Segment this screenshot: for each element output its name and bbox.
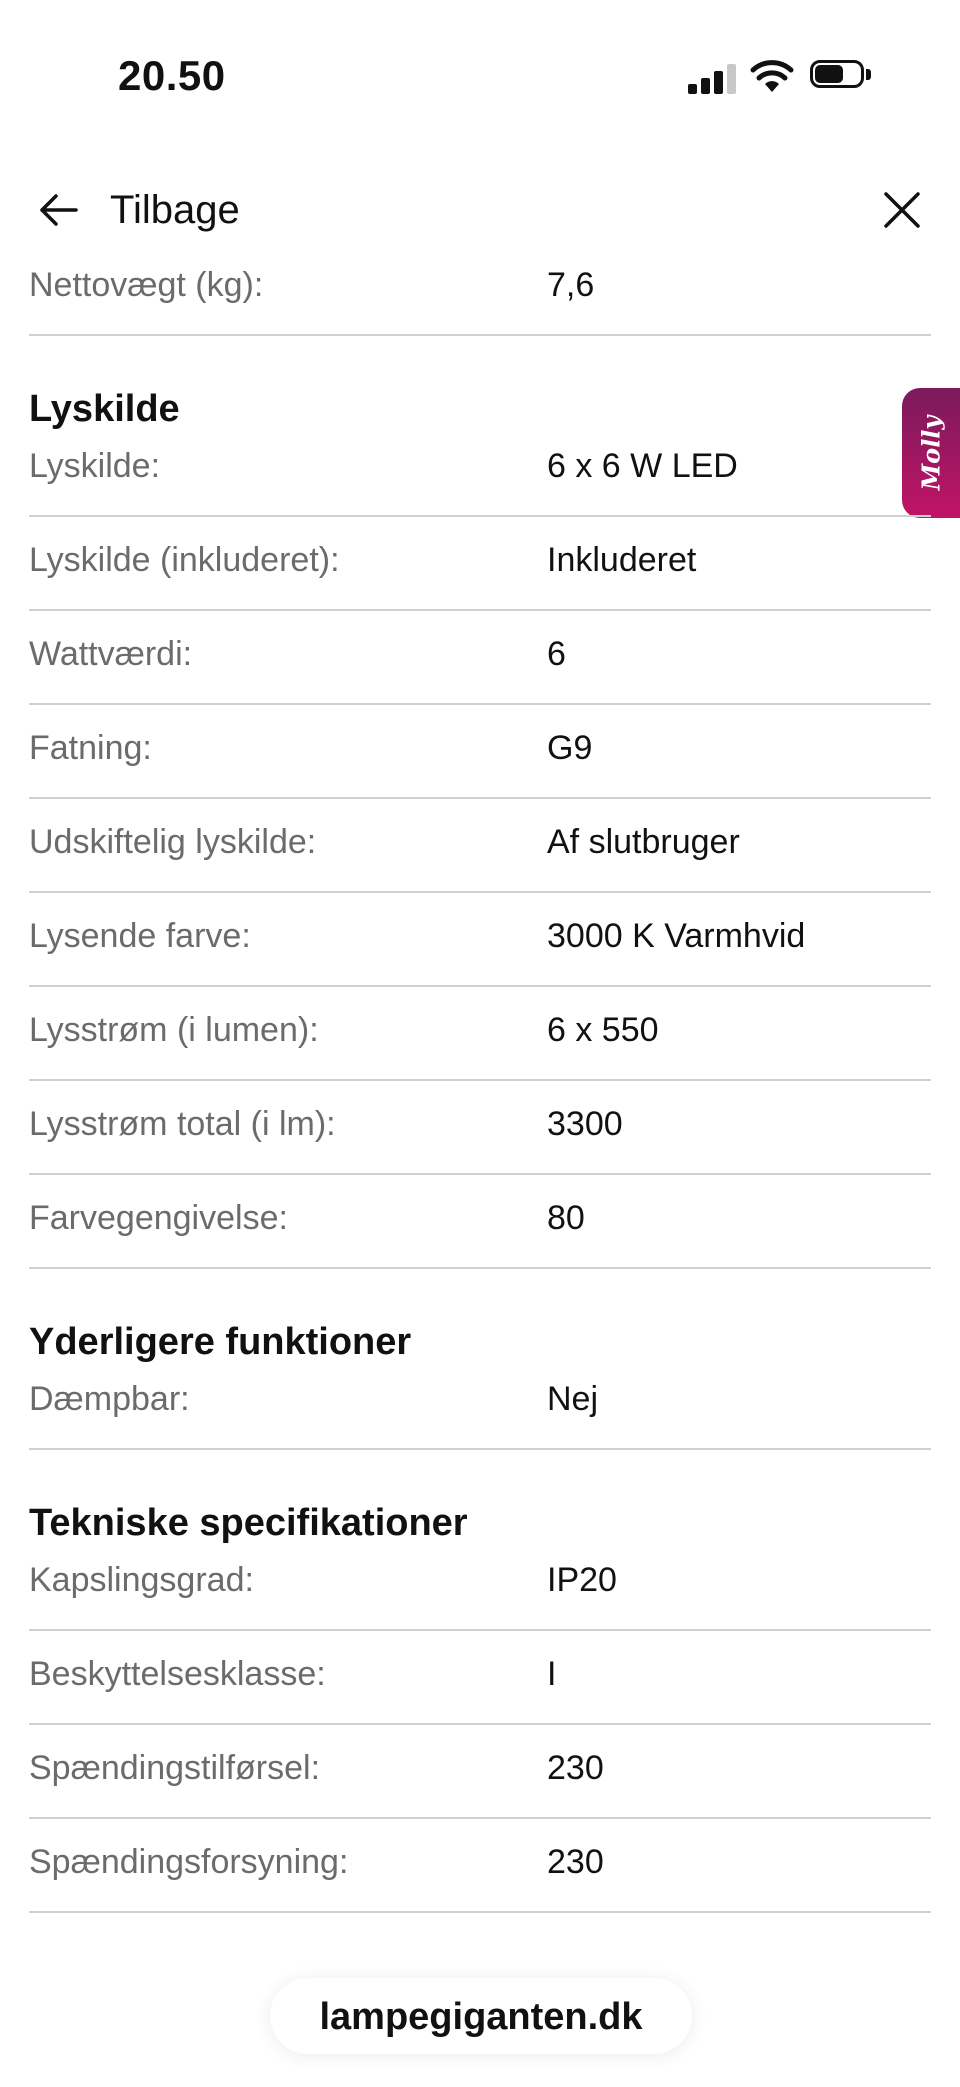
spec-value: G9: [547, 729, 593, 767]
spec-label: Lyskilde:: [29, 447, 161, 485]
spec-label: Wattværdi:: [29, 635, 193, 673]
spec-value: IP20: [547, 1561, 617, 1599]
spec-value: 7,6: [547, 266, 595, 304]
spec-row: [29, 893, 931, 987]
spec-row: [29, 1081, 931, 1175]
spec-row: [29, 1725, 931, 1819]
battery-icon: [810, 60, 872, 92]
spec-label: Spændingstilførsel:: [29, 1749, 321, 1787]
spec-label: Udskiftelig lyskilde:: [29, 823, 317, 861]
section-title: Yderligere funktioner: [29, 1321, 412, 1363]
spec-value: 80: [547, 1199, 585, 1237]
spec-row: [29, 517, 931, 611]
spec-value: 6: [547, 635, 566, 673]
section-title: Tekniske specifikationer: [29, 1502, 468, 1544]
section-title: Lyskilde: [29, 388, 180, 430]
close-icon[interactable]: [880, 188, 924, 232]
spec-row: [29, 799, 931, 893]
spec-label: Nettovægt (kg):: [29, 266, 264, 304]
browser-url: lampegiganten.dk: [319, 1996, 643, 2038]
section-yderligere-funktioner: [29, 1269, 931, 1370]
spec-row: [29, 1819, 931, 1913]
spec-value: 6 x 550: [547, 1011, 659, 1049]
spec-label: Farvegengivelse:: [29, 1199, 288, 1237]
back-button[interactable]: Tilbage: [110, 188, 240, 232]
spec-row: [29, 437, 931, 517]
spec-row: [29, 705, 931, 799]
spec-value: Inkluderet: [547, 541, 697, 579]
spec-label: Lysstrøm total (i lm):: [29, 1105, 336, 1143]
spec-value: 3300: [547, 1105, 623, 1143]
spec-label: Dæmpbar:: [29, 1380, 190, 1418]
spec-value: 230: [547, 1749, 604, 1787]
spec-value: 230: [547, 1843, 604, 1881]
spec-label: Lysende farve:: [29, 917, 251, 955]
spec-row: [29, 1631, 931, 1725]
wifi-icon: [750, 58, 794, 94]
spec-label: Kapslingsgrad:: [29, 1561, 254, 1599]
spec-row: [29, 1370, 931, 1450]
spec-row: [29, 987, 931, 1081]
status-bar: [0, 0, 960, 150]
section-tekniske-specifikationer: [29, 1450, 931, 1551]
cellular-signal-icon: [688, 62, 736, 94]
spec-value: 6 x 6 W LED: [547, 447, 738, 485]
spec-label: Lyskilde (inkluderet):: [29, 541, 340, 579]
spec-label: Lysstrøm (i lumen):: [29, 1011, 319, 1049]
spec-row: [29, 1175, 931, 1269]
browser-url-bar[interactable]: [270, 1978, 692, 2054]
spec-label: Beskyttelsesklasse:: [29, 1655, 326, 1693]
spec-label: Spændingsforsyning:: [29, 1843, 349, 1881]
spec-value: Af slutbruger: [547, 823, 740, 861]
molly-label: Molly: [916, 415, 946, 491]
spec-label: Fatning:: [29, 729, 152, 767]
spec-value: 3000 K Varmhvid: [547, 917, 806, 955]
specifications-list: [29, 252, 931, 1913]
spec-row: [29, 611, 931, 705]
spec-row-net-weight: [29, 252, 931, 336]
section-lyskilde: [29, 336, 931, 437]
nav-header: [0, 170, 960, 250]
status-time: 20.50: [118, 52, 226, 99]
spec-value: Nej: [547, 1380, 599, 1418]
spec-value: I: [547, 1655, 557, 1693]
back-arrow-icon[interactable]: [36, 190, 80, 230]
spec-row: [29, 1551, 931, 1631]
